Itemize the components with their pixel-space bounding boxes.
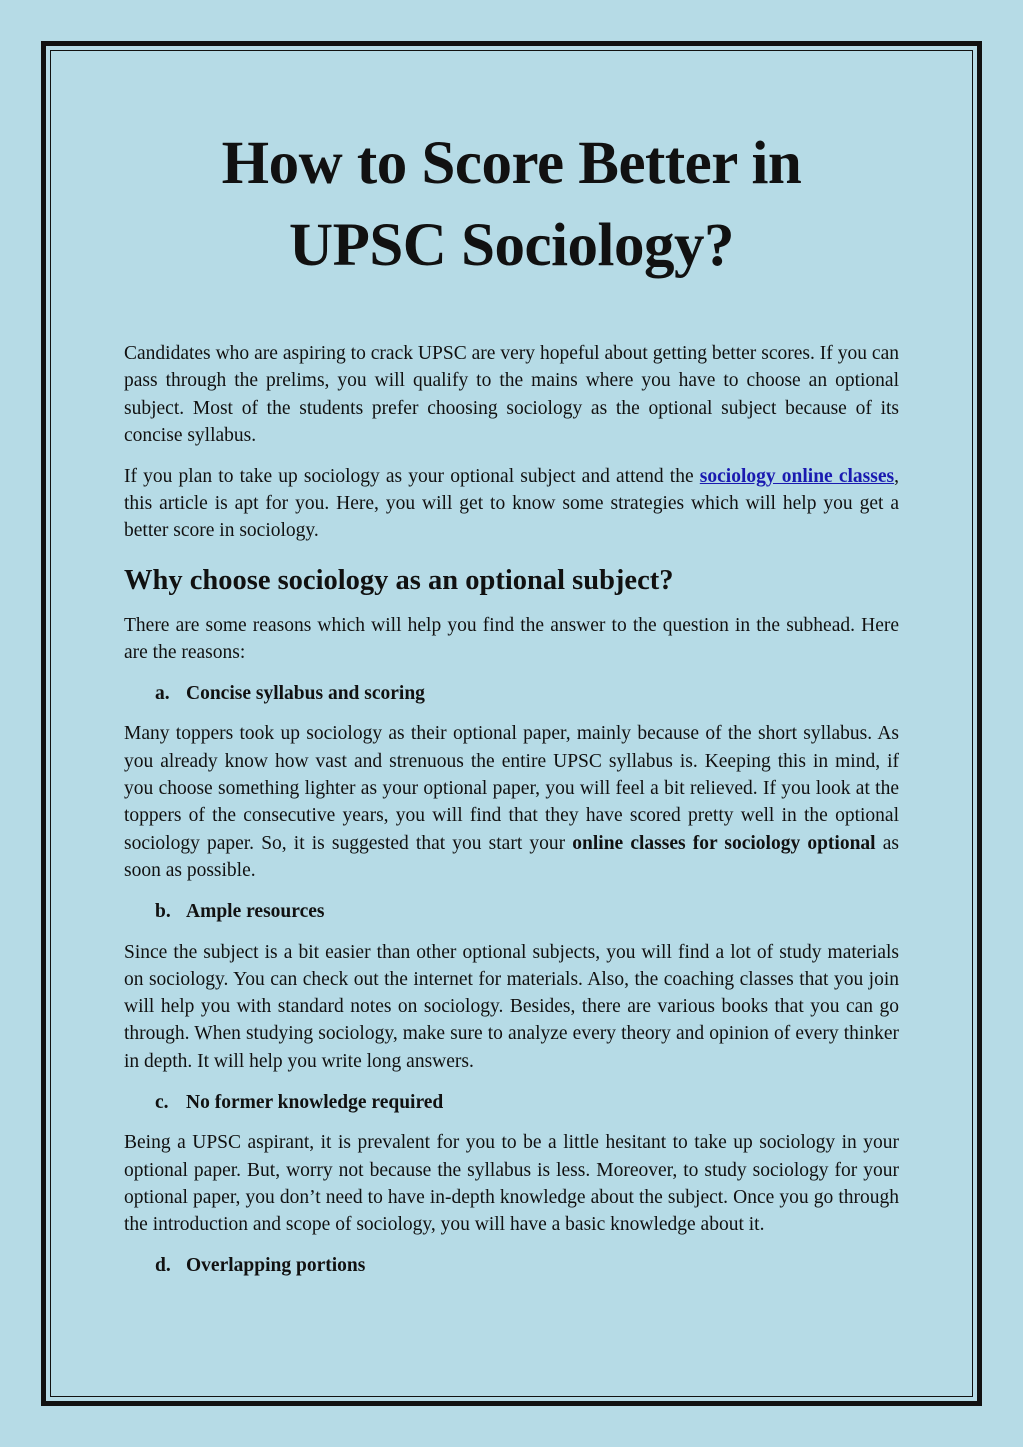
title-line-2: UPSC Sociology? [289, 212, 734, 279]
subheading-d-title: Overlapping portions [186, 1255, 366, 1277]
intro-section [124, 340, 899, 545]
subheading-c [155, 1089, 899, 1116]
document-content [124, 123, 899, 1293]
section-intro-paragraph: There are some reasons which will help you find the answer to the question in the subhead. Here are the reasons: [124, 614, 899, 663]
paragraph-a [124, 720, 899, 884]
paragraph-a-text-after: as soon as possible. [124, 832, 899, 881]
subheading-c-title: No former knowledge required [186, 1091, 444, 1113]
subheading-c-marker: c. [155, 1091, 169, 1113]
document-title [124, 123, 899, 287]
paragraph-c: Being a UPSC aspirant, it is prevalent for you to be a little hesitant to take up sociology in your optional paper. But, worry not because the syllabus is less. Moreover, to study sociology for your optional paper, you don’t need to have in-depth knowledge about the subject. Once you go through the introduction and scope of sociology, you will have a basic knowledge about it. [124, 1132, 899, 1236]
section-heading: Why choose sociology as an optional subject? [124, 564, 674, 596]
subheading-a [155, 680, 899, 707]
intro-paragraph-1: Candidates who are aspiring to crack UPSC are very hopeful about getting better scores. If you can pass through the prelims, you will qualify to the mains where you have to choose an optional subject. Most of the students prefer choosing sociology as the optional subject because of its concise syllabus. [124, 343, 899, 446]
subheading-a-marker: a. [155, 682, 170, 704]
subheading-b-title: Ample resources [186, 900, 325, 922]
subheading-b-marker: b. [155, 900, 171, 922]
sociology-online-classes-link[interactable]: sociology online classes [699, 465, 895, 487]
intro-paragraph-2 [124, 463, 899, 545]
paragraph-a-text-before: Many toppers took up sociology as their optional paper, mainly because of the short syllabus. As you already know how vast and strenuous the entire UPSC syllabus is. Keeping this in mind, if you choose something lighter as your optional paper, you will feel a bit relieved. If you look at the toppers of the consecutive years, you will find that they have scored pretty well in the optional sociology paper. So, it is suggested that you start your [124, 723, 899, 854]
subheading-b [155, 898, 899, 925]
subheading-d-marker: d. [155, 1255, 171, 1277]
paragraph-b: Since the subject is a bit easier than other optional subjects, you will find a lot of study materials on sociology. You can check out the internet for materials. Also, the coaching classes that you join will help you with standard notes on sociology. Besides, there are various books that you can go through. When studying sociology, make sure to analyze every theory and opinion of every thinker in depth. It will help you write long answers. [124, 941, 899, 1072]
title-line-1: How to Score Better in [221, 130, 802, 197]
paragraph-a-bold-phrase: online classes for sociology optional [572, 832, 876, 854]
intro-p2-text-after: , this article is apt for you. Here, you will get to know some strategies which will help you get a better score in sociology. [124, 465, 899, 542]
subheading-d [155, 1252, 899, 1279]
intro-p2-text-before: If you plan to take up sociology as your optional subject and attend the [124, 465, 700, 487]
subheading-a-title: Concise syllabus and scoring [186, 682, 425, 704]
